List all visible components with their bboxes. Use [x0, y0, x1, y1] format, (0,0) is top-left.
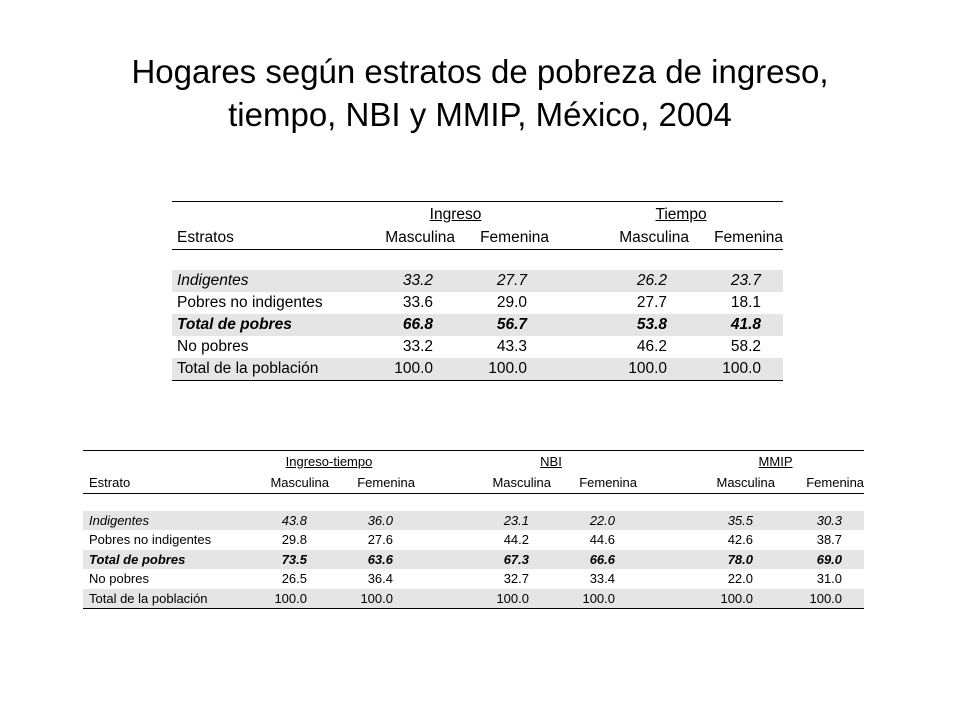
column-header: Femenina: [455, 227, 549, 250]
table-row: No pobres 33.2 43.3 46.2 58.2: [177, 338, 762, 355]
group-header-row: [172, 202, 783, 228]
group-header-row: [83, 451, 864, 474]
group-header-mmip: MMIP: [687, 451, 864, 474]
table-row: Pobres no indigentes 33.6 29.0 27.7 18.1: [177, 294, 762, 311]
column-header: Femenina: [775, 473, 864, 493]
title-line-2: tiempo, NBI y MMIP, México, 2004: [228, 96, 732, 133]
table-row: Total de la población 100.0 100.0 100.0 100.0 100.0 100.0: [83, 589, 864, 609]
column-header: Femenina: [689, 227, 783, 250]
column-header-row: [172, 227, 783, 250]
column-header: Masculina: [243, 473, 329, 493]
column-header: Masculina: [362, 227, 455, 250]
group-header-ingreso-tiempo: Ingreso-tiempo: [243, 451, 415, 474]
group-header-nbi: NBI: [465, 451, 637, 474]
table-row: Total de pobres 66.8 56.7 53.8 41.8: [172, 314, 783, 336]
page-title: [0, 50, 960, 136]
table-row: Total de la población 100.0 100.0 100.0 100.0: [172, 358, 783, 381]
table-row: Total de pobres 73.5 63.6 67.3 66.6 78.0 69.0: [83, 550, 864, 570]
column-header-estrato: Estrato: [83, 473, 243, 493]
table-row: No pobres 26.5 36.4 32.7 33.4 22.0 31.0: [89, 571, 843, 586]
group-header-tiempo: Tiempo: [579, 202, 783, 228]
column-header: Femenina: [551, 473, 637, 493]
table-row: Indigentes 33.2 27.7 26.2 23.7: [172, 270, 783, 292]
column-header: Femenina: [329, 473, 415, 493]
title-line-1: Hogares según estratos de pobreza de ingreso,: [131, 53, 829, 90]
table-ingreso-tiempo: [172, 201, 783, 381]
table-row: Indigentes 43.8 36.0 23.1 22.0 35.5 30.3: [83, 511, 864, 531]
table-row: Pobres no indigentes 29.8 27.6 44.2 44.6 42.6 38.7: [89, 532, 843, 547]
table-ingreso-tiempo-nbi-mmip: [83, 450, 864, 609]
column-header: Masculina: [465, 473, 551, 493]
column-header: Masculina: [687, 473, 775, 493]
column-header: Masculina: [579, 227, 689, 250]
group-header-ingreso: Ingreso: [362, 202, 549, 228]
column-header-estratos: Estratos: [172, 227, 362, 250]
column-header-row: [83, 473, 864, 493]
